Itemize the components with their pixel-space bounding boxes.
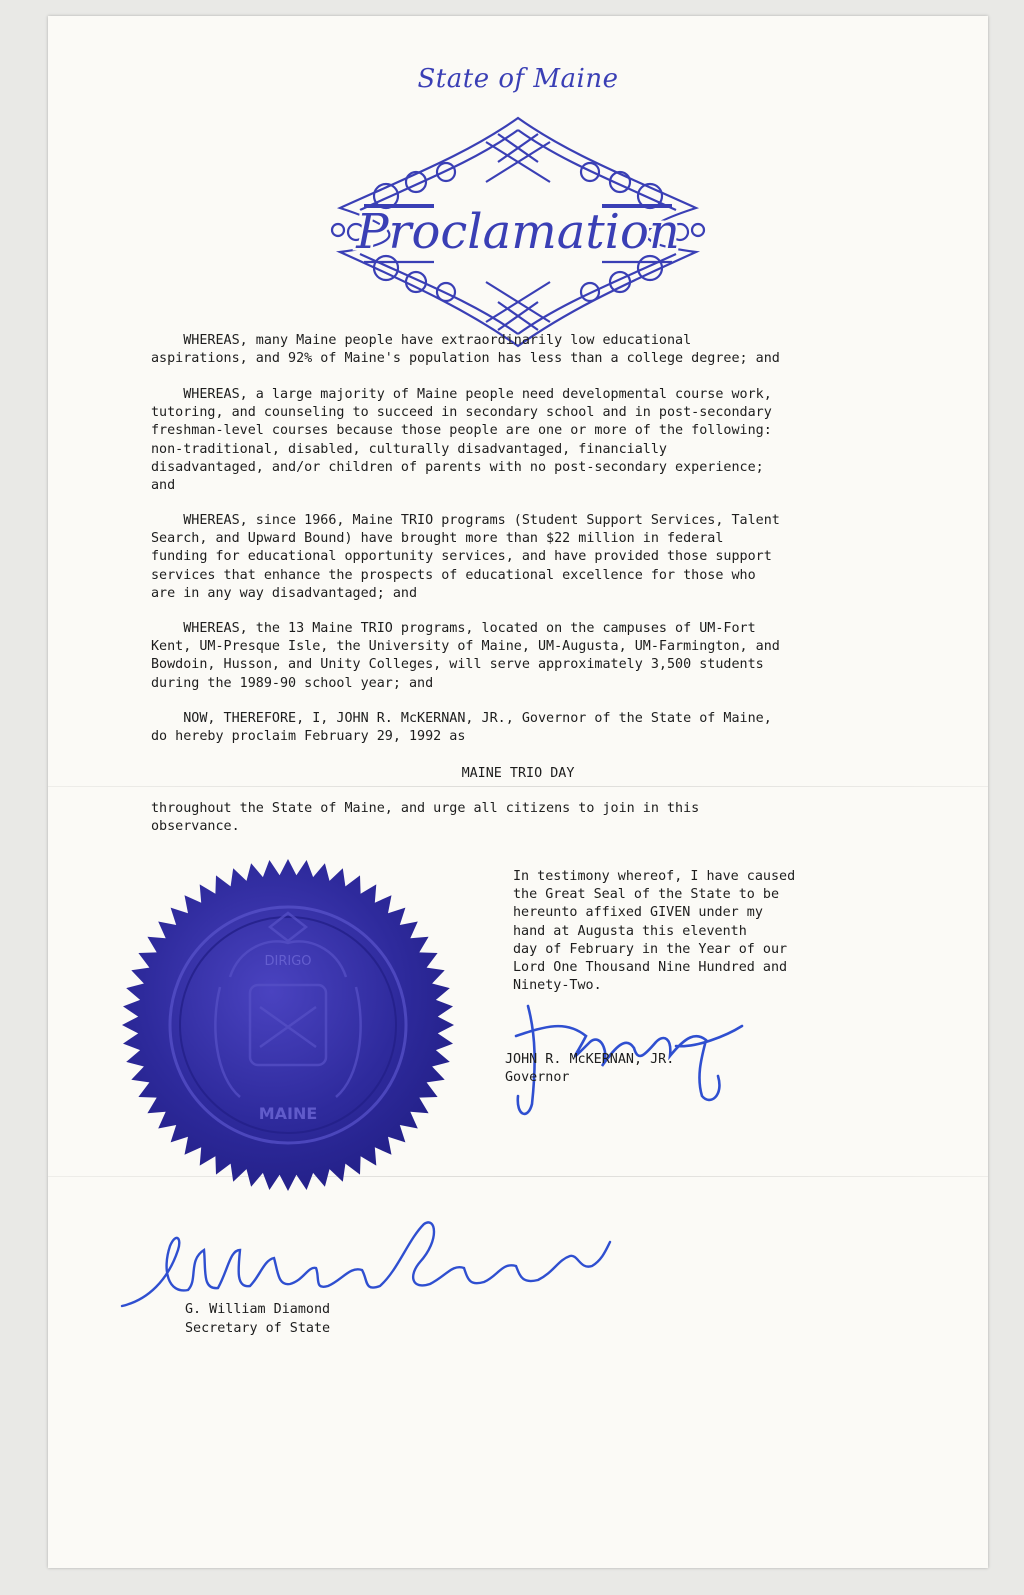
state-of-maine-heading: State of Maine	[417, 64, 619, 94]
proclaimed-day: MAINE TRIO DAY	[461, 766, 575, 781]
governor-title: Governor	[505, 1070, 570, 1085]
proclamation-title: Proclamation	[356, 204, 680, 260]
secretary-title: Secretary of State	[185, 1321, 331, 1336]
seal-banner-text: DIRIGO	[264, 954, 312, 969]
proclamation-ornament	[316, 112, 720, 352]
whereas-paragraph-1: WHEREAS, many Maine people have extraordinarily low educational aspirations, and 92% of Maine's population has less than a college degree; and	[151, 333, 780, 367]
secretary-name: G. William Diamond	[185, 1302, 331, 1317]
whereas-paragraph-4: WHEREAS, the 13 Maine TRIO programs, located on the campuses of UM-Fort Kent, UM-Presque Isle, the University of Maine, UM-Augusta, UM-Farmington, and Bowdoin, Husson, and Unity Colleges, will serve approximately 3,500 students during the 1989-90 school year; and	[151, 621, 780, 691]
governor-name: JOHN R. McKERNAN, JR.	[505, 1052, 675, 1067]
great-seal-of-maine	[120, 857, 456, 1193]
closing-paragraph: throughout the State of Maine, and urge all citizens to join in this observance.	[151, 801, 700, 835]
whereas-paragraph-3: WHEREAS, since 1966, Maine TRIO programs (Student Support Services, Talent Search, and Upward Bound) have brought more than $22 million in federal funding for educational opportunity services, and have provided those support services that enhance the prospects of educational excellence for those who are in any way disadvantaged; and	[151, 513, 780, 601]
whereas-paragraph-2: WHEREAS, a large majority of Maine people need developmental course work, tutoring, and counseling to succeed in secondary school and in post-secondary freshman-level courses because those people are one or more of the following: non-traditional, disabled, culturally disadvantaged, financially disadvantaged, and/or children of parents with no post-secondary experience; and	[151, 387, 772, 494]
therefore-paragraph: NOW, THEREFORE, I, JOHN R. McKERNAN, JR., Governor of the State of Maine, do hereby proclaim February 29, 1992 as	[151, 711, 772, 745]
seal-burst-shape	[122, 859, 454, 1191]
seal-bottom-text: MAINE	[258, 1104, 318, 1123]
proclamation-document	[48, 16, 988, 1568]
fold-line	[48, 786, 988, 787]
testimony-text: In testimony whereof, I have caused the Great Seal of the State to be hereunto affixed GIVEN under my hand at Augusta this eleventh day of February in the Year of our Lord One Thousand Nine Hundred and Ninety-Two.	[513, 869, 796, 994]
